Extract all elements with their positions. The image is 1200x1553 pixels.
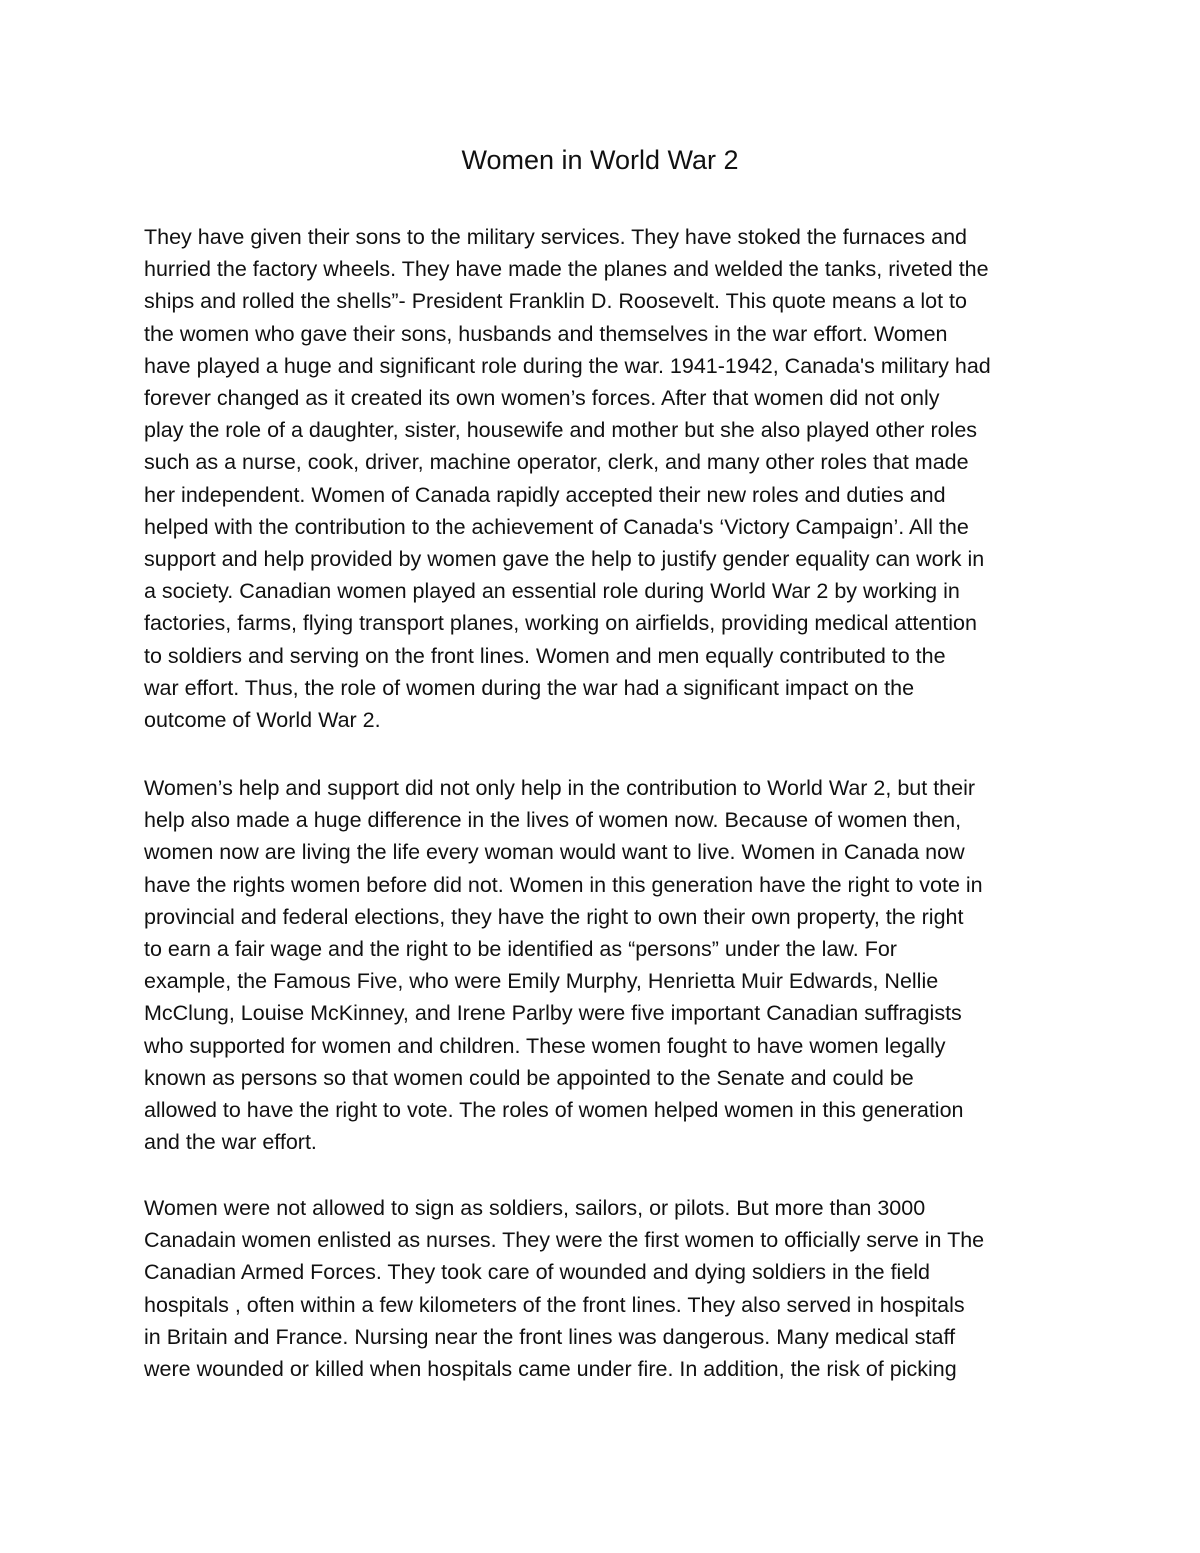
text-line: example, the Famous Five, who were Emily Murphy, Henrietta Muir Edwards, Nellie xyxy=(144,969,939,994)
text-line: to soldiers and serving on the front lines. Women and men equally contributed to the xyxy=(144,643,946,668)
text-line: They have given their sons to the military services. They have stoked the furnaces and xyxy=(144,225,968,249)
text-line: known as persons so that women could be appointed to the Senate and could be xyxy=(144,1065,914,1090)
text-line: were wounded or killed when hospitals came under fire. In addition, the risk of picking xyxy=(144,1357,957,1382)
text-line: the women who gave their sons, husbands and themselves in the war effort. Women xyxy=(144,321,948,346)
text-line: who supported for women and children. These women fought to have women legally xyxy=(144,1033,946,1058)
text-line: provincial and federal elections, they have the right to own their own property, the right xyxy=(144,904,964,929)
text-line: support and help provided by women gave the help to justify gender equality can work in xyxy=(144,547,985,572)
paragraph-3 xyxy=(144,1192,984,1385)
text-line: Women’s help and support did not only help in the contribution to World War 2, but their xyxy=(144,776,976,800)
text-line: women now are living the life every woman would want to live. Women in Canada now xyxy=(144,840,965,865)
text-line: in Britain and France. Nursing near the front lines was dangerous. Many medical staff xyxy=(144,1324,956,1349)
text-line: have the rights women before did not. Women in this generation have the right to vote in xyxy=(144,872,983,897)
text-line: war effort. Thus, the role of women during the war had a significant impact on the xyxy=(144,675,915,700)
text-line: Women were not allowed to sign as soldiers, sailors, or pilots. But more than 3000 xyxy=(144,1196,926,1220)
text-line: have played a huge and significant role during the war. 1941-1942, Canada's military had xyxy=(144,353,991,378)
paragraph-1 xyxy=(144,221,991,736)
text-line: Canadain women enlisted as nurses. They were the first women to officially serve in The xyxy=(144,1228,985,1253)
text-line: allowed to have the right to vote. The roles of women helped women in this generation xyxy=(144,1098,964,1123)
text-line: factories, farms, flying transport planes, working on airfields, providing medical attention xyxy=(144,611,977,636)
text-line: McClung, Louise McKinney, and Irene Parlby were five important Canadian suffragists xyxy=(144,1001,962,1026)
text-line: Canadian Armed Forces. They took care of wounded and dying soldiers in the field xyxy=(144,1260,931,1285)
text-line: ships and rolled the shells”- President Franklin D. Roosevelt. This quote means a lot to xyxy=(144,289,967,314)
text-line: such as a nurse, cook, driver, machine operator, clerk, and many other roles that made xyxy=(144,450,969,475)
text-line: hurried the factory wheels. They have made the planes and welded the tanks, riveted the xyxy=(144,257,989,282)
text-line: her independent. Women of Canada rapidly accepted their new roles and duties and xyxy=(144,482,946,507)
text-line: forever changed as it created its own women’s forces. After that women did not only xyxy=(144,386,940,411)
text-line: and the war effort. xyxy=(144,1130,317,1155)
document-title: Women in World War 2 xyxy=(461,145,739,175)
text-line: help also made a huge difference in the lives of women now. Because of women then, xyxy=(144,808,962,833)
text-line: helped with the contribution to the achievement of Canada's ‘Victory Campaign’. All the xyxy=(144,514,969,539)
paragraph-2 xyxy=(144,772,983,1158)
text-line: a society. Canadian women played an essential role during World War 2 by working in xyxy=(144,579,960,604)
text-line: to earn a fair wage and the right to be identified as “persons” under the law. For xyxy=(144,937,897,962)
text-line: play the role of a daughter, sister, housewife and mother but she also played other roles xyxy=(144,418,978,443)
text-line: outcome of World War 2. xyxy=(144,708,381,733)
text-line: hospitals , often within a few kilometers of the front lines. They also served in hospitals xyxy=(144,1292,965,1317)
